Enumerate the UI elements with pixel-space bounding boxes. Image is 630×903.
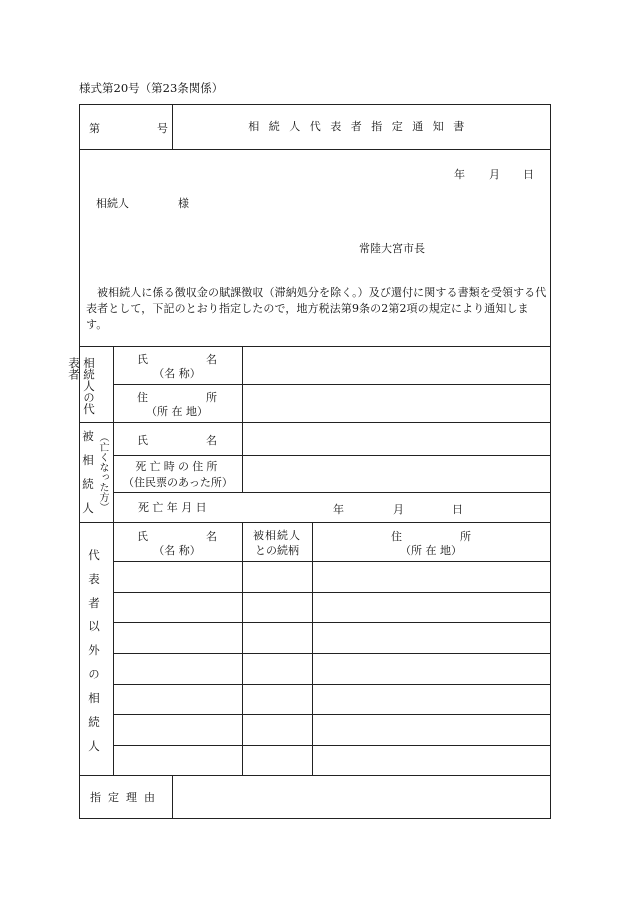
rep-address-sub: （所 在 地） xyxy=(146,405,208,418)
divider xyxy=(79,775,551,776)
divider xyxy=(113,653,551,654)
divider xyxy=(113,684,551,685)
others-address-sub: （所 在 地） xyxy=(400,544,462,557)
date-month: 月 xyxy=(489,168,500,181)
addressee-honorific: 様 xyxy=(178,197,189,210)
divider xyxy=(113,622,551,623)
deceased-side-sub: （亡くなった方） xyxy=(97,432,108,512)
reason-label: 指定理由 xyxy=(90,791,162,804)
death-date-month: 月 xyxy=(393,503,404,516)
divider xyxy=(242,522,243,776)
date-year: 年 xyxy=(454,168,465,181)
representative-side-label: 相続人の代表者 xyxy=(67,357,96,415)
rep-name-label: 氏 名 xyxy=(137,353,217,366)
others-relation-header-1: 被相続人 xyxy=(253,529,301,542)
others-side-label: 代 表 者 以 外 の 相 続 人 xyxy=(87,549,101,751)
divider xyxy=(113,592,551,593)
divider xyxy=(172,104,173,150)
rep-address-label: 住 所 xyxy=(137,391,217,404)
divider xyxy=(172,775,173,819)
divider xyxy=(79,149,551,150)
form-id: 様式第20号（第23条関係） xyxy=(79,81,224,95)
body-paragraph: 被相続人に係る徴収金の賦課徴収（滞納処分を除く。）及び還付に関する書類を受領する代表者として，下記のとおり指定したので，地方税法第9条の2第2項の規定により通知します。 xyxy=(86,286,547,331)
number-label: 第 xyxy=(89,122,100,135)
number-suffix: 号 xyxy=(157,122,168,135)
issuer: 常陸大宮市長 xyxy=(359,242,425,255)
death-date-day: 日 xyxy=(452,503,463,516)
addressee-prefix: 相続人 xyxy=(96,197,129,210)
others-address-header: 住 所 xyxy=(391,530,471,543)
border-top xyxy=(79,104,551,105)
divider xyxy=(79,422,551,423)
death-date-label: 死亡年月日 xyxy=(138,501,210,514)
border-bottom xyxy=(79,818,551,819)
divider xyxy=(113,714,551,715)
divider xyxy=(79,522,551,523)
divider xyxy=(113,745,551,746)
deceased-side-label: 被 相 続 人 xyxy=(81,430,95,514)
deceased-address-sub: （住民票のあった所） xyxy=(123,476,233,489)
divider xyxy=(113,492,551,493)
divider xyxy=(113,346,114,776)
divider xyxy=(113,384,551,385)
deceased-name-label: 氏 名 xyxy=(137,434,217,447)
divider xyxy=(79,346,551,347)
date-day: 日 xyxy=(523,168,534,181)
death-date-year: 年 xyxy=(333,503,344,516)
others-relation-header-2: との続柄 xyxy=(255,544,299,557)
deceased-address-label: 死亡時の住所 xyxy=(135,460,221,473)
others-name-header: 氏 名 xyxy=(137,530,217,543)
divider xyxy=(113,455,551,456)
divider xyxy=(113,561,551,562)
document-title: 相続人代表者指定通知書 xyxy=(248,120,474,133)
divider xyxy=(242,346,243,493)
others-name-sub: （名 称） xyxy=(153,544,201,557)
divider xyxy=(312,522,313,776)
rep-name-sub: （名 称） xyxy=(153,367,201,380)
border-right xyxy=(550,104,551,819)
